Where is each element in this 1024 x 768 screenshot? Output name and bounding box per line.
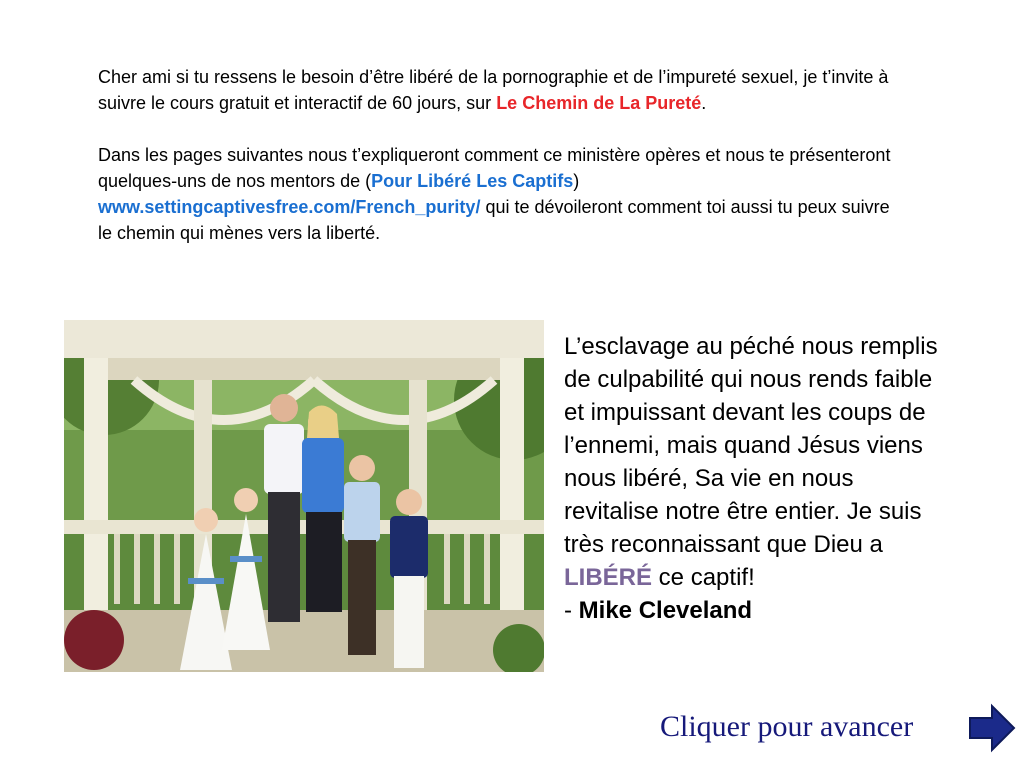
course-link[interactable]: Le Chemin de La Pureté	[496, 93, 702, 113]
quote-text: L’esclavage au péché nous remplis de culpabilité qui nous rends faible et impuissant devant les coups de l’ennemi, mais quand Jésus viens nous libéré, Sa vie en nous revitalise notre être entier. Je suis très reconnaissant que Dieu a	[564, 333, 938, 558]
quote-highlight: LIBÉRÉ	[564, 564, 653, 591]
intro-paragraph-1	[98, 64, 898, 116]
quote-author: Mike Cleveland	[578, 597, 753, 624]
website-link[interactable]: www.settingcaptivesfree.com/French_purity/	[98, 197, 481, 217]
quote-body	[564, 330, 944, 594]
testimony-quote	[564, 330, 944, 627]
intro-paragraph-2	[98, 142, 898, 246]
quote-author-line	[564, 594, 944, 627]
advance-link[interactable]: Cliquer pour avancer	[660, 710, 914, 743]
intro-p2-text: Dans les pages suivantes nous t’expliqueront comment ce ministère opères et nous te présenteront quelques-uns de nos mentors de (	[98, 145, 891, 191]
right-arrow-icon[interactable]	[966, 702, 1018, 754]
quote-text-end: ce captif!	[652, 564, 755, 591]
family-photo	[64, 320, 544, 672]
intro-text	[98, 64, 898, 246]
ministry-name-link[interactable]: Pour Libéré Les Captifs	[371, 171, 574, 191]
intro-p1-text: Cher ami si tu ressens le besoin d’être libéré de la pornographie et de l’impureté sexuel, je t’invite à suivre le cours gratuit et interactif de 60 jours, sur	[98, 67, 889, 113]
intro-p2-close: )	[573, 171, 580, 191]
quote-dash: -	[564, 597, 579, 624]
intro-p1-end: .	[701, 93, 707, 113]
intro-p2-end: qui te dévoileront comment toi aussi tu peux suivre le chemin qui mènes vers la liberté.	[98, 197, 890, 243]
